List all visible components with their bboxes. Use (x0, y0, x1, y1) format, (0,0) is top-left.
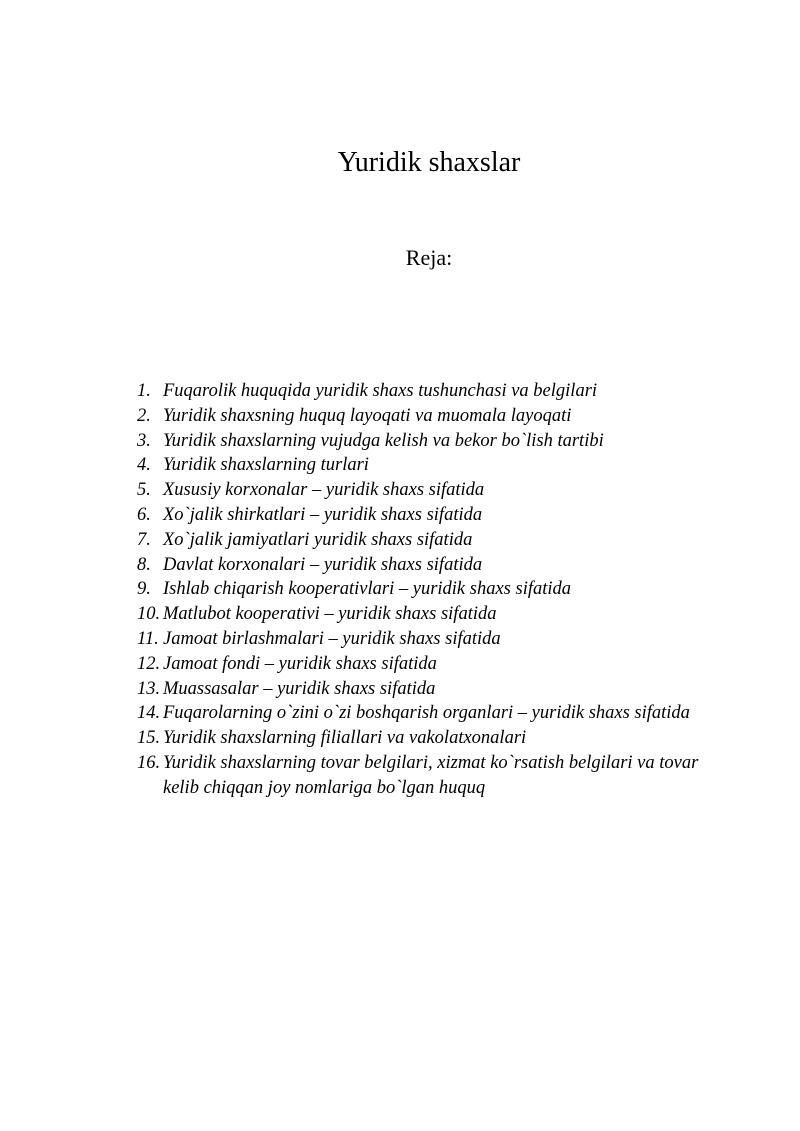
plan-item-text: Yuridik shaxslarning vujudga kelish va bekor bo`lish tartibi (163, 430, 604, 451)
plan-item-text: Xususiy korxonalar – yuridik shaxs sifatida (163, 480, 485, 501)
plan-item-number: 16. (137, 752, 161, 773)
plan-item-number: 12. (137, 653, 161, 674)
plan-item-number: 15. (137, 728, 161, 749)
plan-item (137, 553, 737, 578)
plan-item-text: Xo`jalik jamiyatlari yuridik shaxs sifatida (163, 529, 473, 550)
plan-item (137, 429, 737, 454)
plan-item-number: 13. (137, 678, 161, 699)
plan-item-number: 2. (137, 405, 151, 426)
plan-item-text: Ishlab chiqarish kooperativlari – yuridik shaxs sifatida (163, 579, 572, 600)
plan-item (137, 379, 737, 404)
plan-item-number: 7. (137, 529, 151, 550)
plan-item-text: Jamoat fondi – yuridik shaxs sifatida (163, 653, 437, 674)
plan-item (137, 677, 737, 702)
plan-item (137, 701, 737, 726)
plan-item-number: 8. (137, 554, 151, 575)
plan-item (137, 652, 737, 677)
plan-item-text: Yuridik shaxslarning turlari (163, 455, 369, 476)
plan-item-text: Fuqarolarning o`zini o`zi boshqarish organlari – yuridik shaxs sifatida (163, 703, 690, 724)
plan-item-text: Yuridik shaxslarning filiallari va vakolatxonalari (163, 728, 527, 749)
plan-item (137, 528, 737, 553)
plan-heading: Reja: (405, 245, 453, 270)
plan-item-number: 1. (137, 381, 151, 401)
plan-item (137, 627, 737, 652)
plan-item-number: 9. (137, 579, 151, 600)
plan-item (137, 478, 737, 503)
plan-item (137, 404, 737, 429)
plan-item-text: Fuqarolik huquqida yuridik shaxs tushunchasi va belgilari (163, 381, 598, 401)
plan-item-number: 11. (137, 628, 159, 649)
plan-item-number: 10. (137, 604, 161, 625)
plan-item-number: 3. (137, 430, 151, 451)
plan-list (137, 379, 737, 801)
plan-item (137, 577, 737, 602)
plan-item-text: Muassasalar – yuridik shaxs sifatida (163, 678, 436, 699)
plan-item-number: 14. (137, 703, 161, 724)
plan-item (137, 602, 737, 627)
plan-item-number: 4. (137, 455, 151, 476)
plan-item-text: Xo`jalik shirkatlari – yuridik shaxs sifatida (163, 504, 483, 525)
plan-item (137, 751, 737, 801)
plan-item-text: Yuridik shaxslarning tovar belgilari, xizmat ko`rsatish belgilari va tovar kelib chiqqan joy nomlariga bo`lgan huquq (163, 752, 699, 798)
plan-item-text: Yuridik shaxsning huquq layoqati va muomala layoqati (163, 405, 572, 426)
plan-item-text: Jamoat birlashmalari – yuridik shaxs sifatida (163, 628, 501, 649)
plan-item-text: Matlubot kooperativi – yuridik shaxs sifatida (163, 604, 497, 625)
plan-item-number: 6. (137, 504, 151, 525)
plan-item-number: 5. (137, 480, 151, 501)
plan-item (137, 503, 737, 528)
plan-item (137, 453, 737, 478)
plan-item (137, 726, 737, 751)
document-title: Yuridik shaxslar (337, 147, 521, 178)
plan-item-text: Davlat korxonalari – yuridik shaxs sifatida (163, 554, 483, 575)
